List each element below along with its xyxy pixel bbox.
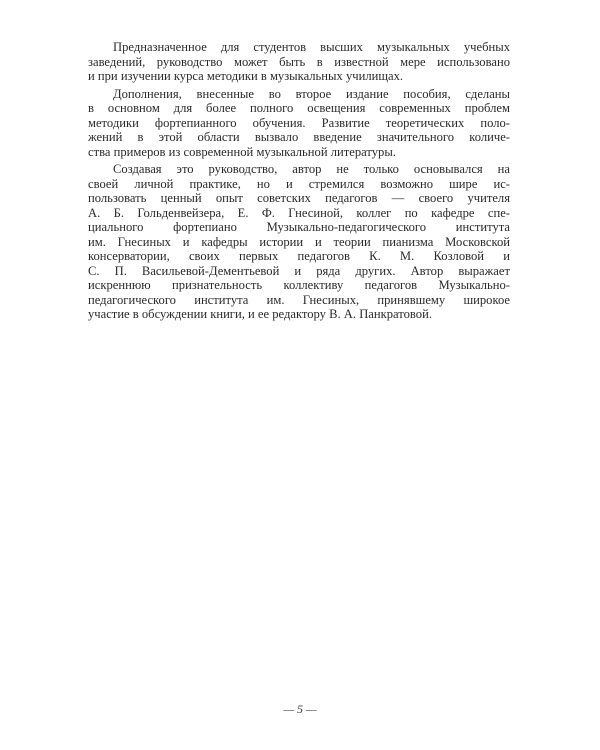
paragraph-line: методики фортепианного обучения. Развитие теоретических поло- xyxy=(88,115,510,130)
paragraph-line: ства примеров из современной музыкальной литературы. xyxy=(88,144,396,159)
paragraph-line: Дополнения, внесенные во второе издание пособия, сделаны xyxy=(113,86,510,101)
paragraph-line: своей личной практике, но и стремился возможно шире ис- xyxy=(88,176,510,191)
paragraph-2 xyxy=(88,87,510,160)
paragraph-line: Создавая это руководство, автор не только основывался на xyxy=(113,162,510,176)
page-number: — 5 — xyxy=(283,702,317,716)
paragraph-3 xyxy=(88,162,510,322)
paragraph-1 xyxy=(88,40,510,84)
paragraph-line: А. Б. Гольденвейзера, Е. Ф. Гнесиной, коллег по кафедре спе- xyxy=(88,205,510,220)
paragraph-line: в основном для более полного освещения современных проблем xyxy=(88,101,510,115)
paragraph-line: педагогического института им. Гнесиных, принявшему широкое xyxy=(88,292,510,307)
paragraph-line: циального фортепиано Музыкально-педагогического института xyxy=(88,220,510,234)
paragraph-line: искреннюю признательность коллективу педагогов Музыкально- xyxy=(88,278,510,292)
paragraph-line: участие в обсуждении книги, и ее редактору В. А. Панкратовой. xyxy=(88,307,432,321)
paragraph-line: консерватории, своих первых педагогов К. М. Козловой и xyxy=(88,249,510,263)
paragraph-line: и при изучении курса методики в музыкальных училищах. xyxy=(88,69,404,83)
paragraph-line: жений в этой области вызвало введение значительного количе- xyxy=(88,130,510,144)
paragraph-line: пользовать ценный опыт советских педагогов — своего учителя xyxy=(88,191,510,205)
paragraph-line: заведений, руководство может быть в известной мере использовано xyxy=(88,54,510,69)
paragraph-line: С. П. Васильевой-Дементьевой и ряда других. Автор выражает xyxy=(88,263,510,278)
document-body xyxy=(88,40,510,322)
paragraph-line: им. Гнесиных и кафедры истории и теории пианизма Московской xyxy=(88,234,510,249)
paragraph-line: Предназначенное для студентов высших музыкальных учебных xyxy=(113,40,510,54)
